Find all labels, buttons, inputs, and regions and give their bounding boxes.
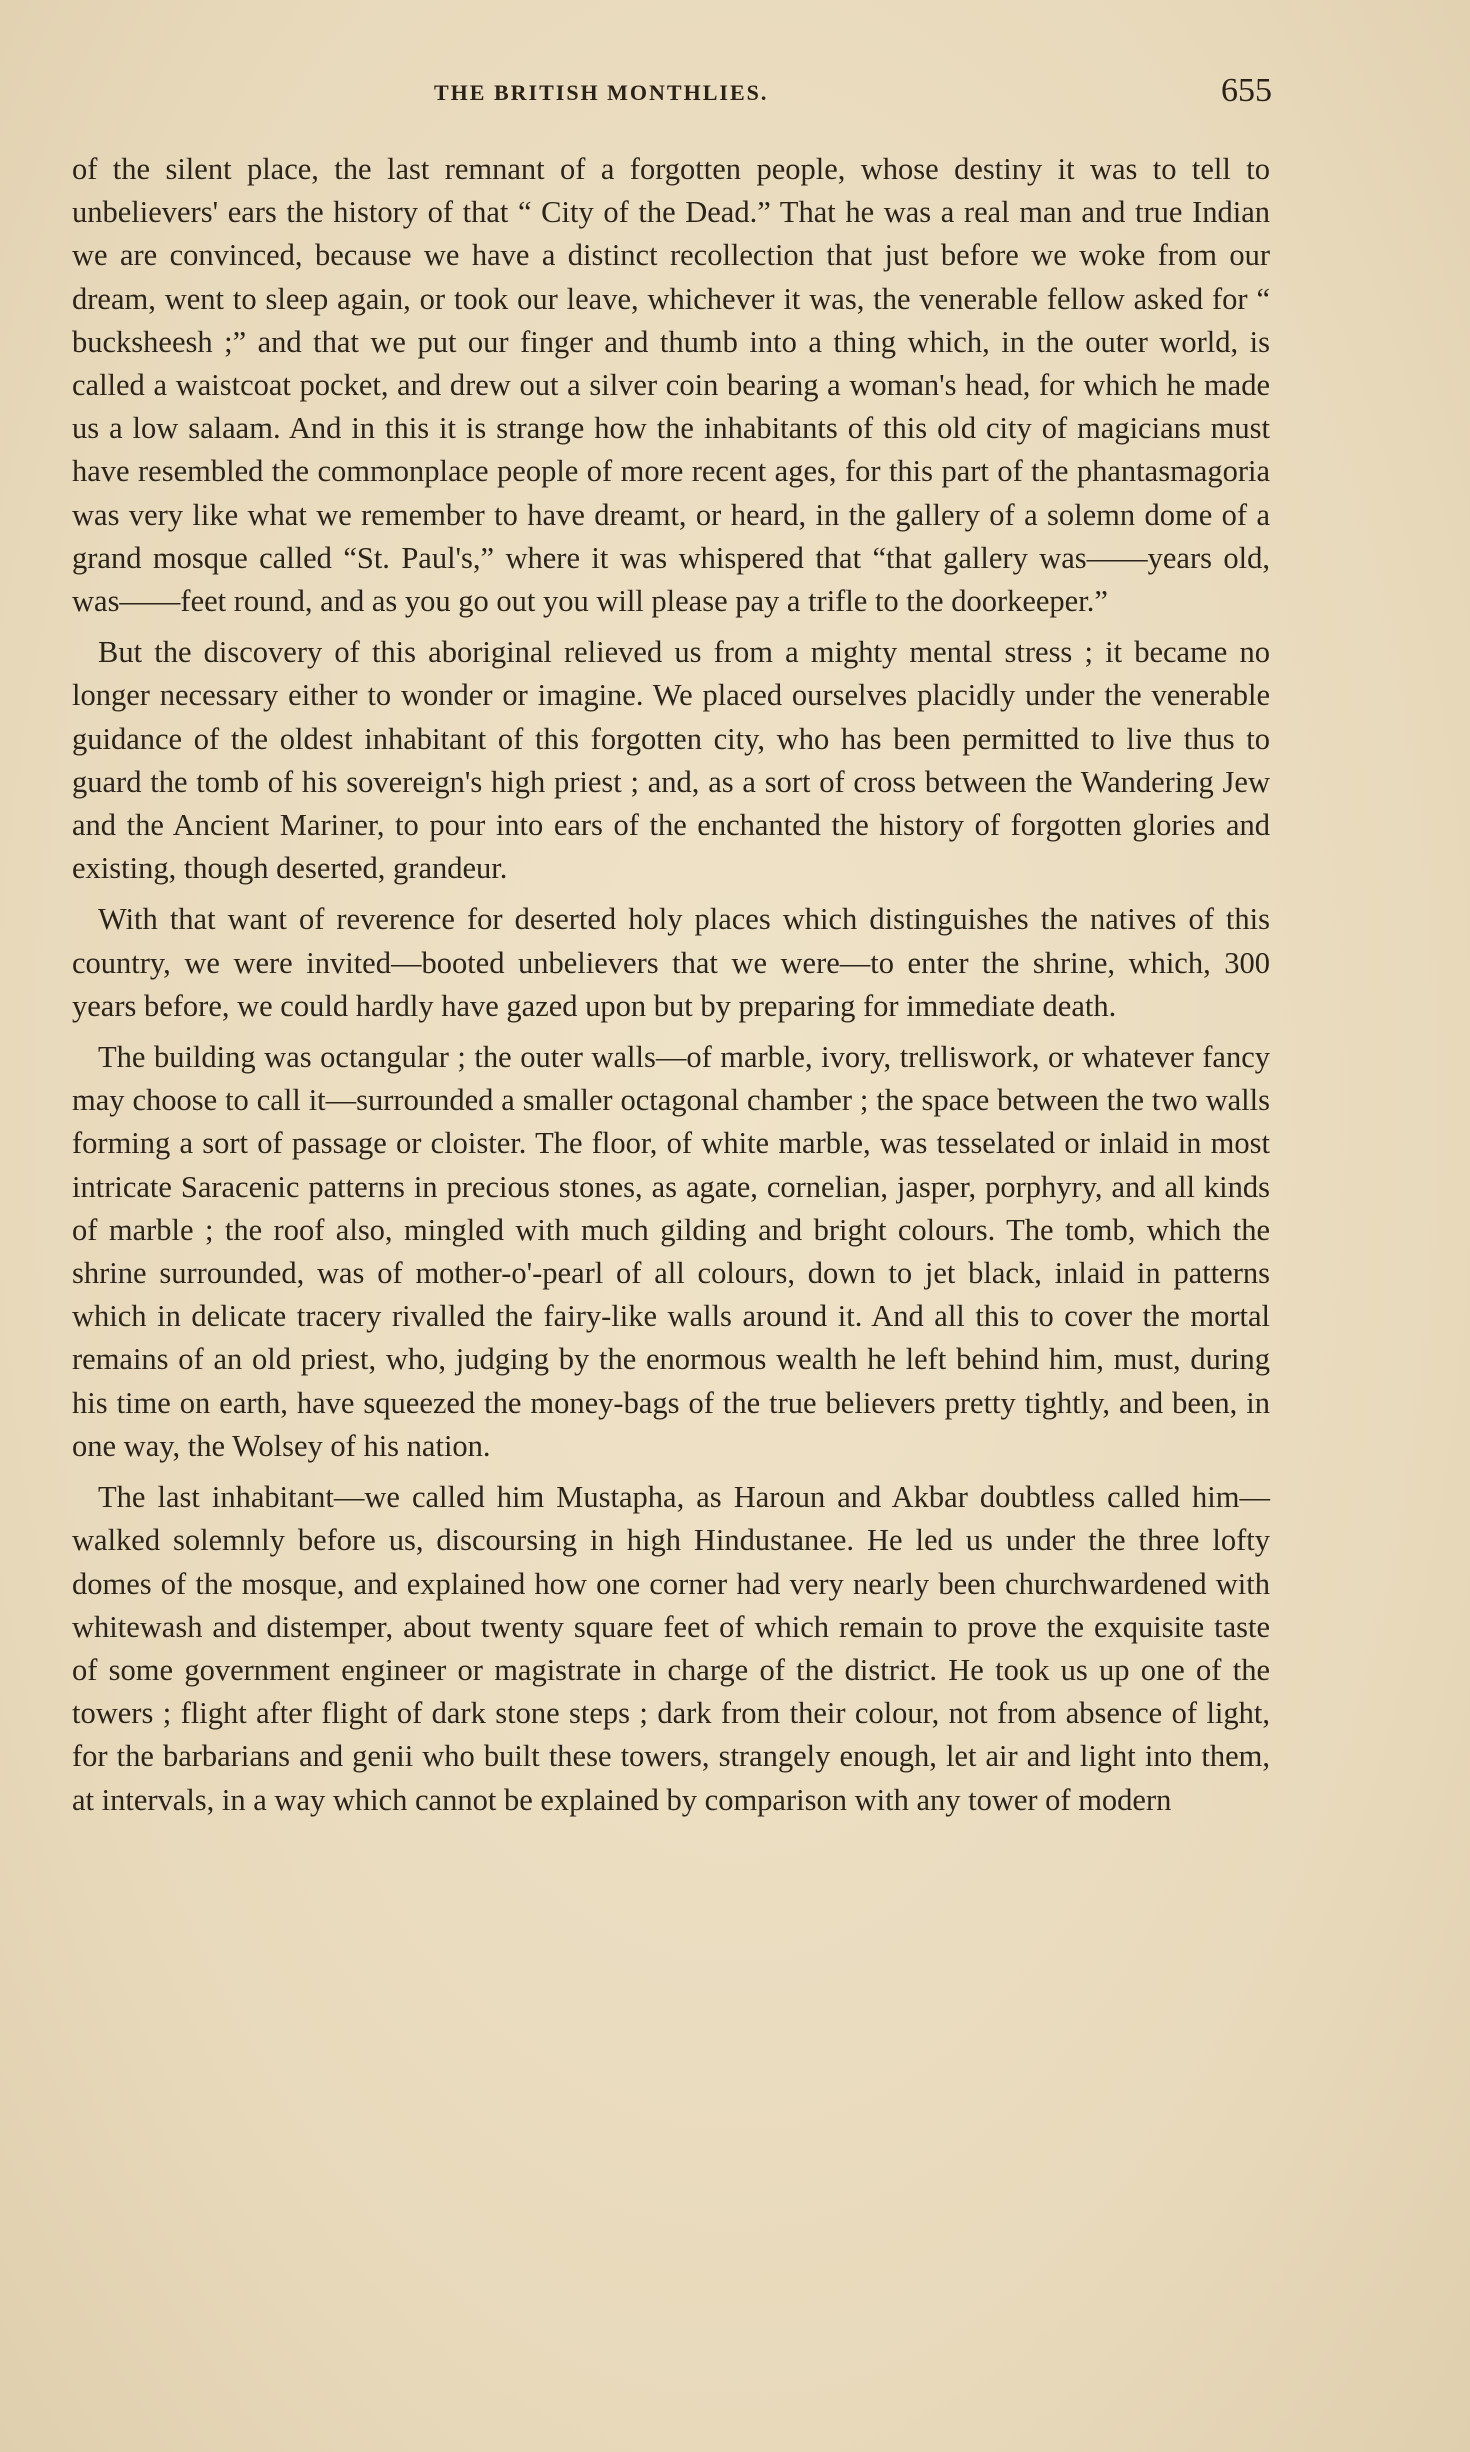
paragraph: The building was octangular ; the outer walls—of marble, ivory, trelliswork, or whatever fancy may choose to call it—surrounded a smaller octagonal chamber ; the space between the two walls forming a sort of passage or cloister. The floor, of white marble, was tesselated or inlaid in most intricate Saracenic patterns in precious stones, as agate, cornelian, jasper, porphyry, and all kinds of marble ; the roof also, mingled with much gilding and bright colours. The tomb, which the shrine surrounded, was of mother-o'-pearl of all colours, down to jet black, inlaid in patterns which in delicate tracery rivalled the fairy-like walls around it. And all this to cover the mortal remains of an old priest, who, judging by the enormous wealth he left behind him, must, during his time on earth, have squeezed the money-bags of the true believers pretty tightly, and been, in one way, the Wolsey of his nation. bbox=[72, 1040, 1270, 1463]
body-text bbox=[72, 148, 1270, 1830]
paragraph: The last inhabitant—we called him Mustapha, as Haroun and Akbar doubtless called him—walked solemnly before us, discoursing in high Hindustanee. He led us under the three lofty domes of the mosque, and explained how one corner had very nearly been churchwardened with whitewash and distemper, about twenty square feet of which remain to prove the exquisite taste of some government engineer or magistrate in charge of the district. He took us up one of the towers ; flight after flight of dark stone steps ; dark from their colour, not from absence of light, for the barbarians and genii who built these towers, strangely enough, let air and light into them, at intervals, in a way which cannot be explained by comparison with any tower of modern bbox=[72, 1480, 1270, 1817]
page-number: 655 bbox=[1221, 72, 1272, 109]
paragraph: With that want of reverence for deserted holy places which distinguishes the natives of this country, we were invited—booted unbelievers that we were—to enter the shrine, which, 300 years before, we could hardly have gazed upon but by preparing for immediate death. bbox=[72, 902, 1270, 1023]
running-head: THE BRITISH MONTHLIES. bbox=[434, 80, 769, 105]
paragraph: of the silent place, the last remnant of a forgotten people, whose destiny it was to tell to unbelievers' ears the history of that “ City of the Dead.” That he was a real man and true Indian we are convinced, because we have a distinct recollection that just before we woke from our dream, went to sleep again, or took our leave, whichever it was, the venerable fellow asked for “ bucksheesh ;” and that we put our finger and thumb into a thing which, in the outer world, is called a waistcoat pocket, and drew out a silver coin bearing a woman's head, for which he made us a low salaam. And in this it is strange how the inhabitants of this old city of magicians must have resembled the commonplace people of more recent ages, for this part of the phantasmagoria was very like what we remember to have dreamt, or heard, in the gallery of a solemn dome of a grand mosque called “St. Paul's,” where it was whispered that “that gallery was——years old, was——feet round, and as you go out you will please pay a trifle to the doorkeeper.” bbox=[72, 152, 1270, 619]
paragraph: But the discovery of this aboriginal relieved us from a mighty mental stress ; it became no longer necessary either to wonder or imagine. We placed ourselves placidly under the venerable guidance of the oldest inhabitant of this forgotten city, who has been permitted to live thus to guard the tomb of his sovereign's high priest ; and, as a sort of cross between the Wandering Jew and the Ancient Mariner, to pour into ears of the enchanted the history of forgotten glories and existing, though deserted, grandeur. bbox=[72, 635, 1270, 886]
page-header bbox=[72, 72, 1272, 120]
